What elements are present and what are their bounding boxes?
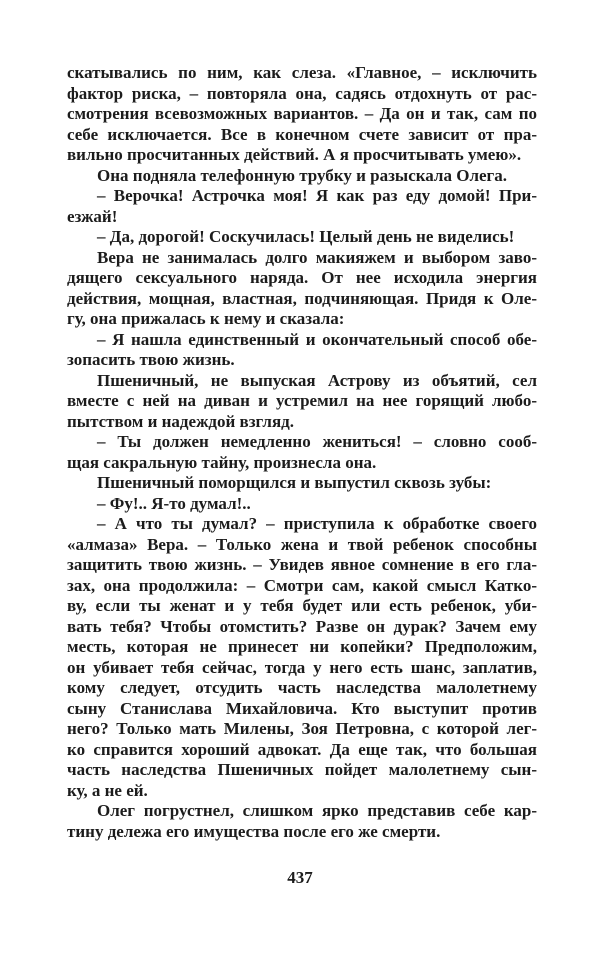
text-line: Пшеничный, не выпуская Астрову из объятий, сел bbox=[97, 370, 537, 390]
text-line: часть наследства Пшеничных пойдет малолетнему сын- bbox=[67, 760, 537, 779]
text-line: защитить твою жизнь. – Увидев явное сомнение в его гла- bbox=[67, 555, 537, 574]
text-line: пытством и надеждой взгляд. bbox=[67, 411, 295, 431]
text-line: – Да, дорогой! Соскучилась! Целый день не виделись! bbox=[97, 227, 515, 246]
text-line: месть, которая не принесет ни копейки? Предположим, bbox=[67, 637, 537, 656]
text-line: – А что ты думал? – приступила к обработке своего bbox=[97, 514, 537, 533]
text-line: он убивает тебя сейчас, тогда у него есть шанс, заплатив, bbox=[67, 657, 537, 677]
text-line: скатывались по ним, как слеза. «Главное, – исключить bbox=[67, 63, 537, 82]
text-line: – Верочка! Астрочка моя! Я как раз еду домой! При- bbox=[97, 186, 537, 205]
text-line: «алмаза» Вера. – Только жена и твой ребенок способны bbox=[67, 534, 537, 554]
text-line: щая сакральную тайну, произнесла она. bbox=[67, 452, 377, 472]
text-line: тину дележа его имущества после его же смерти. bbox=[67, 821, 441, 841]
page-body-text bbox=[67, 63, 537, 842]
text-line: зах, она продолжила: – Смотри сам, какой смысл Катко- bbox=[67, 575, 537, 595]
text-line: – Ты должен немедленно жениться! – словно сооб- bbox=[97, 432, 537, 451]
text-line: Она подняла телефонную трубку и разыскала Олега. bbox=[97, 165, 508, 185]
page-number: 437 bbox=[287, 868, 313, 887]
text-line: Вера не занималась долго макияжем и выбором заво- bbox=[97, 247, 537, 267]
text-line: сыну Станислава Михайловича. Кто выступит против bbox=[67, 698, 537, 718]
text-line: действия, мощная, властная, подчиняющая. Придя к Оле- bbox=[67, 288, 537, 308]
text-line: фактор риска, – повторяла она, садясь отдохнуть от рас- bbox=[67, 83, 537, 103]
text-line: ву, если ты женат и у тебя будет или есть ребенок, уби- bbox=[67, 596, 537, 615]
text-line: – Я нашла единственный и окончательный способ обе- bbox=[97, 329, 537, 349]
text-line: Олег погрустнел, слишком ярко представив себе кар- bbox=[97, 801, 537, 820]
text-line: смотрения всевозможных вариантов. – Да он и так, сам по bbox=[67, 104, 537, 123]
text-line: ко справится хороший адвокат. Да еще так, что большая bbox=[67, 739, 537, 759]
text-line: кому следует, отсудить часть наследства малолетнему bbox=[67, 678, 537, 697]
text-line: вать тебя? Чтобы отомстить? Разве он дурак? Зачем ему bbox=[67, 616, 537, 636]
text-line: ку, а не ей. bbox=[67, 780, 148, 800]
text-line: себе исключается. Все в конечном счете зависит от пра- bbox=[67, 124, 537, 144]
text-line: зопасить твою жизнь. bbox=[67, 350, 235, 369]
text-line: вильно просчитанных действий. А я просчитывать умею». bbox=[67, 145, 522, 164]
text-line: дящего сексуального наряда. От нее исходила энергия bbox=[67, 268, 537, 287]
text-line: Пшеничный поморщился и выпустил сквозь зубы: bbox=[97, 473, 492, 492]
text-line: езжай! bbox=[67, 206, 118, 226]
text-line: – Фу!.. Я-то думал!.. bbox=[97, 493, 251, 513]
text-line: него? Только мать Милены, Зоя Петровна, с которой лег- bbox=[67, 719, 537, 738]
text-line: вместе с ней на диван и устремил на нее горящий любо- bbox=[67, 391, 537, 410]
text-line: гу, она прижалась к нему и сказала: bbox=[67, 309, 345, 328]
